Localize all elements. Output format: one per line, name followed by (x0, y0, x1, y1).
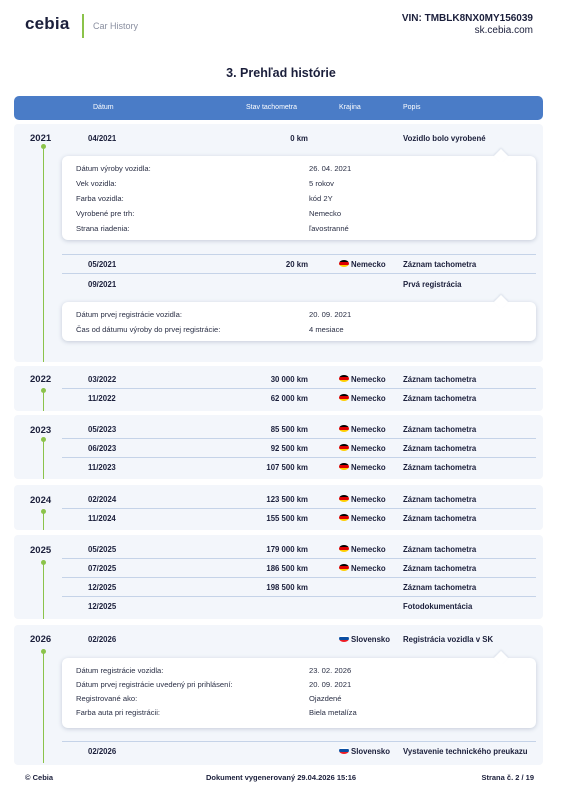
row-date: 07/2025 (88, 564, 117, 573)
page-footer (0, 770, 562, 786)
row-country: Nemecko (351, 495, 386, 504)
column-date: Dátum (93, 104, 114, 111)
history-row[interactable] (62, 596, 536, 615)
history-table-header (14, 96, 543, 120)
row-description: Záznam tachometra (403, 394, 477, 403)
row-description: Záznam tachometra (403, 444, 477, 453)
timeline-line (43, 146, 44, 362)
column-description: Popis (403, 104, 421, 111)
row-odometer: 85 500 km (270, 425, 308, 434)
history-row[interactable] (62, 457, 536, 476)
row-description: Záznam tachometra (403, 463, 477, 472)
history-row[interactable] (62, 558, 536, 577)
slovakia-flag-icon (339, 635, 349, 642)
row-date: 05/2021 (88, 260, 117, 269)
row-date: 09/2021 (88, 280, 117, 289)
row-description: Záznam tachometra (403, 375, 477, 384)
logo-divider (82, 14, 84, 38)
detail-card-production: Dátum výroby vozidla: 26. 04. 2021 Vek vozidla: 5 rokov Farba vozidla: kód 2Y Vyrobené pre trh: Nemecko Strana riadenia: ľavostranné (62, 156, 536, 240)
history-row[interactable] (62, 369, 536, 388)
row-date: 02/2026 (88, 635, 117, 644)
row-odometer: 123 500 km (266, 495, 308, 504)
history-row[interactable] (62, 508, 536, 527)
row-odometer: 0 km (290, 134, 308, 143)
column-odometer: Stav tachometra (246, 104, 297, 111)
row-description: Záznam tachometra (403, 564, 477, 573)
website-link[interactable]: sk.cebia.com (474, 25, 533, 36)
row-description: Záznam tachometra (403, 260, 477, 269)
germany-flag-icon (339, 394, 349, 401)
row-odometer: 186 500 km (266, 564, 308, 573)
row-date: 11/2024 (88, 514, 116, 523)
row-country: Nemecko (351, 260, 386, 269)
germany-flag-icon (339, 463, 349, 470)
row-date: 11/2023 (88, 463, 116, 472)
row-date: 12/2025 (88, 583, 117, 592)
row-country: Nemecko (351, 564, 386, 573)
timeline-line (43, 439, 44, 479)
year-label: 2021 (30, 133, 52, 144)
row-date: 02/2024 (88, 495, 117, 504)
history-row[interactable] (62, 629, 536, 648)
detail-card-sk-registration: Dátum registrácie vozidla: 23. 02. 2026 Dátum prvej registrácie uvedený pri prihlásení: 20. 09. 2021 Registrované ako: Ojazdené Farba auta pri registrácii: Biela metalíza (62, 658, 536, 728)
row-description: Záznam tachometra (403, 545, 477, 554)
history-row[interactable] (62, 539, 536, 558)
row-date: 05/2023 (88, 425, 117, 434)
row-odometer: 179 000 km (266, 545, 308, 554)
row-odometer: 30 000 km (270, 375, 308, 384)
timeline-line (43, 562, 44, 619)
row-country: Nemecko (351, 425, 386, 434)
year-label: 2025 (30, 545, 52, 556)
history-row[interactable] (62, 388, 536, 407)
row-description: Fotodokumentácia (403, 602, 473, 611)
vin-number: VIN: TMBLK8NX0MY156039 (401, 13, 533, 24)
history-row[interactable] (62, 128, 536, 147)
row-description: Registrácia vozidla v SK (403, 635, 494, 644)
timeline-line (43, 511, 44, 530)
logo-subtitle: Car History (93, 21, 139, 31)
row-date: 12/2025 (88, 602, 117, 611)
row-description: Vozidlo bolo vyrobené (403, 134, 486, 143)
history-row[interactable] (62, 254, 536, 273)
row-odometer: 20 km (285, 260, 308, 269)
row-odometer: 107 500 km (266, 463, 308, 472)
row-odometer: 198 500 km (266, 583, 308, 592)
history-row[interactable] (62, 419, 536, 438)
row-description: Záznam tachometra (403, 514, 477, 523)
cebia-logo: cebia (25, 14, 70, 33)
row-description: Prvá registrácia (403, 280, 462, 289)
row-description: Záznam tachometra (403, 425, 477, 434)
germany-flag-icon (339, 375, 349, 382)
row-odometer: 155 500 km (266, 514, 308, 523)
germany-flag-icon (339, 545, 349, 552)
germany-flag-icon (339, 260, 349, 267)
row-date: 11/2022 (88, 394, 116, 403)
footer-copyright: © Cebia (25, 773, 54, 782)
row-country: Slovensko (351, 635, 390, 644)
year-label: 2024 (30, 495, 52, 506)
germany-flag-icon (339, 425, 349, 432)
row-odometer: 92 500 km (270, 444, 308, 453)
row-country: Nemecko (351, 444, 386, 453)
row-date: 04/2021 (88, 134, 117, 143)
row-description: Vystavenie technického preukazu (403, 747, 528, 756)
row-country: Nemecko (351, 463, 386, 472)
timeline-line (43, 390, 44, 411)
history-row[interactable] (62, 741, 536, 760)
germany-flag-icon (339, 564, 349, 571)
row-description: Záznam tachometra (403, 495, 477, 504)
germany-flag-icon (339, 444, 349, 451)
report-header (0, 0, 562, 50)
slovakia-flag-icon (339, 747, 349, 754)
row-date: 06/2023 (88, 444, 117, 453)
timeline-line (43, 651, 44, 763)
germany-flag-icon (339, 514, 349, 521)
germany-flag-icon (339, 495, 349, 502)
history-row[interactable] (62, 438, 536, 457)
detail-card-first-registration: Dátum prvej registrácie vozidla: 20. 09. 2021 Čas od dátumu výroby do prvej registrácie: 4 mesiace (62, 302, 536, 341)
year-label: 2023 (30, 425, 52, 436)
page-title: 3. Prehľad histórie (226, 66, 336, 80)
year-label: 2026 (30, 634, 52, 645)
row-country: Slovensko (351, 747, 390, 756)
row-country: Nemecko (351, 514, 386, 523)
row-date: 02/2026 (88, 747, 117, 756)
row-date: 05/2025 (88, 545, 117, 554)
history-row[interactable] (62, 274, 536, 293)
column-country: Krajina (339, 104, 361, 111)
history-row[interactable] (62, 489, 536, 508)
footer-generated: Dokument vygenerovaný 29.04.2026 15:16 (205, 773, 357, 782)
year-label: 2022 (30, 374, 52, 385)
row-country: Nemecko (351, 394, 386, 403)
row-country: Nemecko (351, 375, 386, 384)
row-country: Nemecko (351, 545, 386, 554)
footer-page-number: Strana č. 2 / 19 (481, 773, 534, 782)
row-date: 03/2022 (88, 375, 117, 384)
row-description: Záznam tachometra (403, 583, 477, 592)
row-odometer: 62 000 km (270, 394, 308, 403)
history-row[interactable] (62, 577, 536, 596)
